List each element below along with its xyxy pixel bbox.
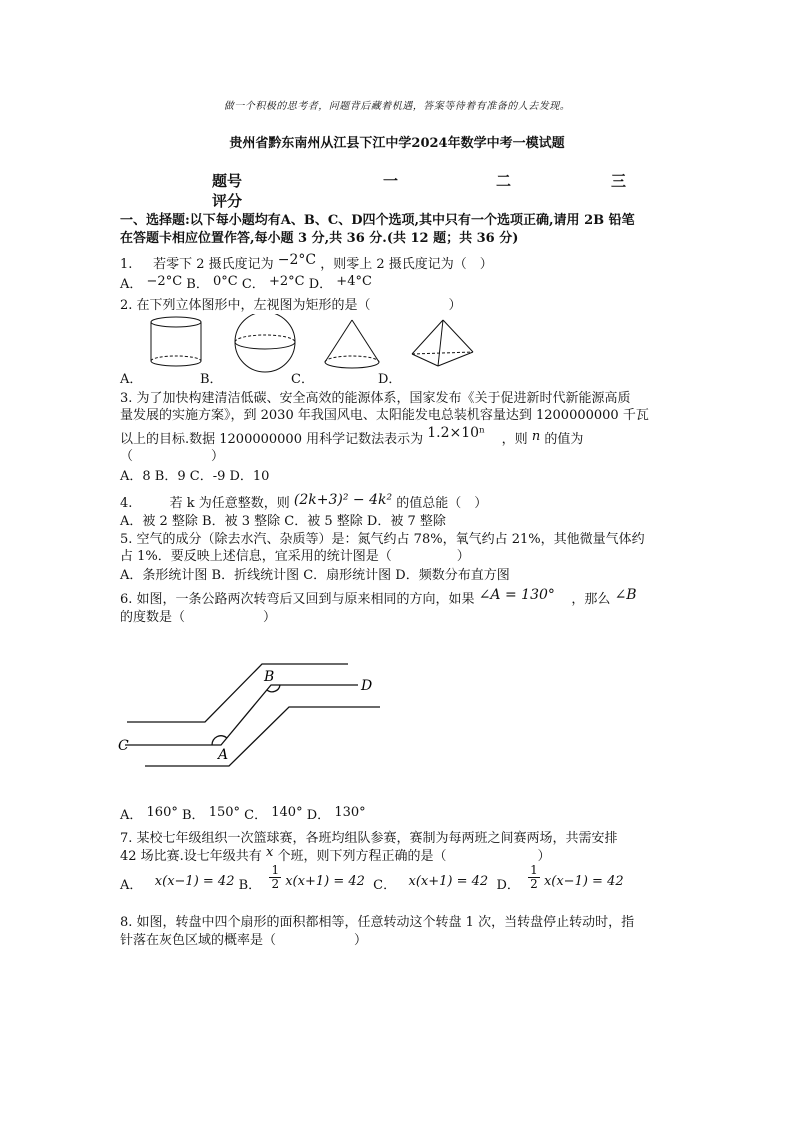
score-table-row-header: 评分 (212, 192, 243, 210)
q7-opt-d-fraction (528, 864, 540, 891)
motto-line: 做一个积极的思考者，问题背后藏着机遇，答案等待着有准备的人去发现。 (223, 101, 571, 112)
score-table-col-2: 二 (496, 172, 512, 190)
score-table-col-3: 三 (611, 172, 627, 190)
q2-solids-figure (140, 314, 480, 374)
q1-number: 1. (120, 257, 133, 272)
road-edge-outer (127, 664, 348, 722)
q7-line2 (120, 845, 551, 865)
q1-opt-c: +2°C (268, 274, 305, 289)
q6-opt-b: 150° (208, 805, 241, 820)
q6-opt-c: 140° (271, 805, 303, 820)
label-a: A (218, 747, 229, 763)
q6-opt-d-label: D． (306, 808, 331, 823)
q4-number: 4. (120, 496, 133, 511)
label-d: D (361, 678, 373, 694)
q6-line1-b: ，那么 (571, 592, 611, 607)
q3-line3-n: n (531, 429, 541, 444)
q3-line3-a: 以上的目标.数据 1200000000 用科学记数法表示为 (120, 432, 424, 447)
q2-label-d: D． (378, 372, 402, 387)
q4-stem (120, 492, 488, 512)
q7-opt-b-fraction (269, 864, 281, 891)
q7-opt-b: x(x+1) = 42 (285, 874, 365, 889)
sphere-shape (235, 314, 295, 372)
q3-line4: （ ） (120, 449, 225, 464)
cylinder-shape (151, 317, 201, 366)
q3-line3-math: 1.2×10ⁿ (427, 425, 486, 441)
score-table-col-header: 题号 (212, 172, 243, 190)
q2-label-c: C． (291, 372, 314, 387)
q6-road-figure (115, 655, 385, 775)
q1-opt-c-label: C． (241, 277, 265, 292)
q5-line1: 5. 空气的成分（除去水汽、杂质等）是：氮气约占 78%，氧气约占 21%，其他微量气体约 (120, 532, 645, 547)
q3-options: A．8 B．9 C．-9 D．10 (120, 469, 270, 484)
tetrahedron-shape (412, 320, 473, 366)
q3-line2: 量发展的实施方案》，到 2030 年我国风电、太阳能发电总装机容量达到 1200000000 千瓦 (120, 408, 649, 423)
label-c: C (118, 738, 129, 754)
q6-line1-math2: ∠B (614, 587, 637, 603)
q2-label-b: B． (200, 372, 223, 387)
q7-opt-d-den: 2 (530, 877, 538, 891)
q6-opt-a: 160° (146, 805, 178, 820)
q3-line3 (120, 425, 584, 448)
q4-stem-b: 的值总能（ ） (396, 496, 488, 511)
cone-shape (325, 320, 379, 368)
q2-label-a: A． (120, 372, 143, 387)
q7-line1: 7. 某校七年级组织一次篮球赛，各班均组队参赛，赛制为每两班之间赛两场，共需安排 (120, 831, 618, 846)
q6-opt-d: 130° (334, 805, 366, 820)
road-center-line (125, 685, 358, 745)
q1-stem (120, 252, 493, 273)
q1-opt-b-label: B． (186, 277, 209, 292)
q7-opt-b-den: 2 (271, 877, 280, 891)
q6-opt-a-label: A． (120, 808, 143, 823)
section1-heading-line1: 一、选择题:以下每小题均有A、B、C、D四个选项,其中只有一个选项正确,请用 2B 铅笔 (120, 213, 635, 228)
q7-options (120, 863, 624, 908)
q6-line1 (120, 587, 637, 608)
q8-line1: 8. 如图，转盘中四个扇形的面积都相等，任意转动这个转盘 1 次，当转盘停止转动时，指 (120, 915, 635, 930)
exam-title: 贵州省黔东南州从江县下江中学2024年数学中考一模试题 (229, 136, 565, 151)
q6-line1-a: 6. 如图，一条公路两次转弯后又回到与原来相同的方向，如果 (120, 592, 475, 607)
q6-line1-math: ∠A = 130° (478, 587, 555, 603)
q7-opt-b-num: 1 (271, 863, 280, 877)
q5-options: A．条形统计图 B．折线统计图 C．扇形统计图 D．频数分布直方图 (120, 568, 510, 583)
q3-line1: 3. 为了加快构建清洁低碳、安全高效的能源体系，国家发布《关于促进新时代新能源高质 (120, 391, 631, 406)
q7-opt-b-label: B． (238, 878, 262, 893)
q7-opt-c: x(x+1) = 42 (408, 874, 489, 889)
q7-opt-c-label: C． (373, 878, 397, 893)
q6-line2: 的度数是（ ） (120, 610, 277, 625)
road-edge-inner (145, 707, 380, 766)
q4-stem-a: 若 k 为任意整数，则 (169, 496, 290, 511)
q1-options (120, 276, 372, 293)
q1-stem-a: 若零下 2 摄氏度记为 (153, 257, 274, 272)
q3-line3-c: 的值为 (544, 432, 584, 447)
q7-opt-a-label: A． (120, 878, 143, 893)
q3-line3-b: ，则 (501, 432, 528, 447)
score-table-col-1: 一 (383, 172, 399, 190)
q7-line2-a: 42 场比赛.设七年级共有 (120, 849, 262, 864)
q6-options (120, 807, 366, 824)
q1-opt-d-label: D． (308, 277, 333, 292)
section1-heading-line2: 在答题卡相应位置作答,每小题 3 分,共 36 分.(共 12 题；共 36 分) (120, 231, 519, 246)
q6-opt-c-label: C． (244, 808, 268, 823)
q7-line2-x: x (265, 845, 274, 860)
q4-options: A．被 2 整除 B．被 3 整除 C．被 5 整除 D．被 7 整除 (120, 514, 446, 529)
q4-stem-math: (2k+3)² − 4k² (293, 492, 393, 508)
q1-opt-a-label: A． (120, 277, 143, 292)
label-b: B (264, 669, 275, 685)
q1-stem-b: ，则零上 2 摄氏度记为（ ） (320, 257, 493, 272)
q7-opt-d: x(x−1) = 42 (543, 874, 624, 889)
q7-opt-d-num: 1 (530, 863, 538, 877)
q6-opt-b-label: B． (182, 808, 205, 823)
q5-line2: 占 1%．要反映上述信息，宜采用的统计图是（ ） (120, 549, 470, 564)
q1-opt-d: +4°C (336, 274, 372, 289)
q1-stem-math: −2°C (277, 252, 317, 268)
q8-line2: 针落在灰色区域的概率是（ ） (120, 933, 368, 948)
q7-line2-b: 个班，则下列方程正确的是（ ） (277, 849, 551, 864)
q1-opt-a: −2°C (146, 274, 183, 289)
q7-opt-a: x(x−1) = 42 (154, 874, 235, 889)
q1-opt-b: 0°C (213, 274, 238, 289)
q7-opt-d-label: D． (496, 878, 520, 893)
q2-stem: 2. 在下列立体图形中，左视图为矩形的是（ ） (120, 298, 462, 313)
